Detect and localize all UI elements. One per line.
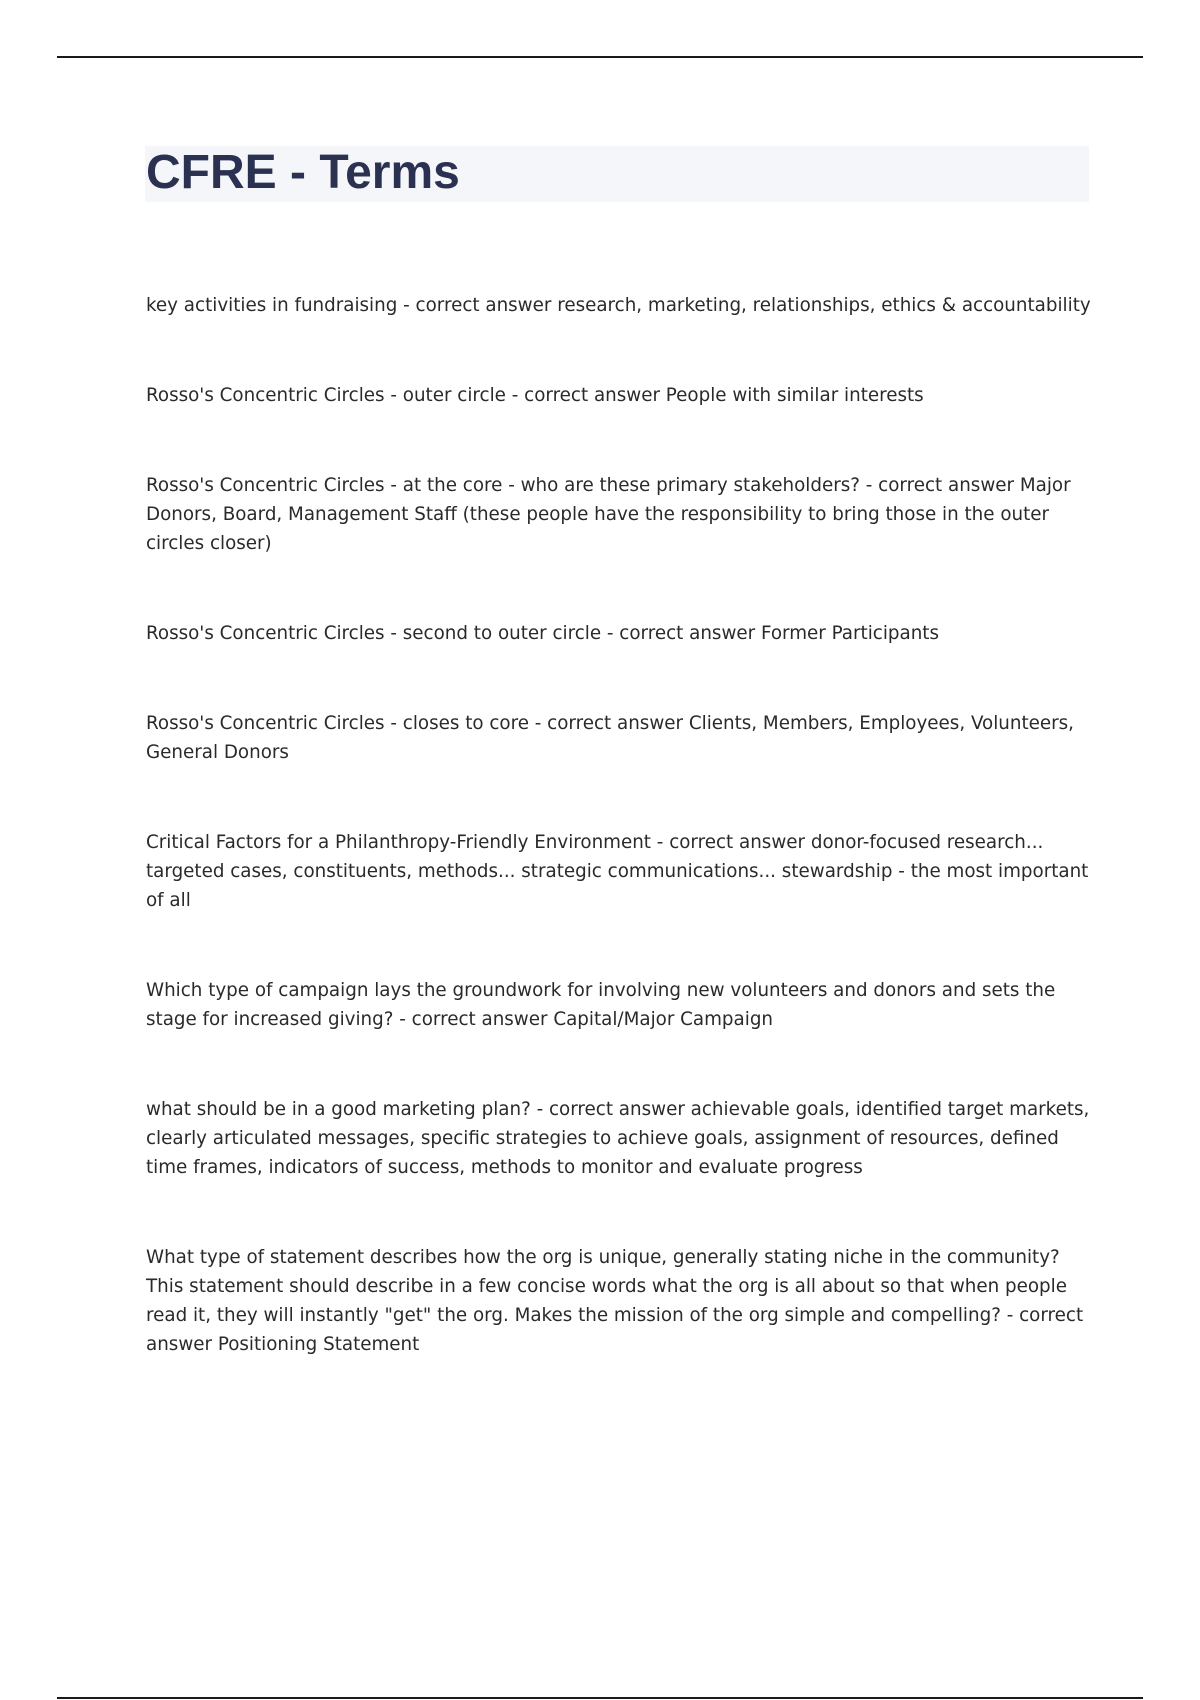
page-title: CFRE - Terms <box>146 146 460 199</box>
top-rule <box>57 56 1143 58</box>
term-list <box>146 291 1094 1420</box>
term-entry-7: Which type of campaign lays the groundwork for involving new volunteers and donors and sets the stage for increased giving? - correct answer Capital/Major Campaign <box>146 980 1056 1030</box>
bottom-rule <box>57 1697 1143 1699</box>
term-entry-2: Rosso's Concentric Circles - outer circle - correct answer People with similar interests <box>146 385 924 406</box>
term-entry-1: key activities in fundraising - correct answer research, marketing, relationships, ethics & accountability <box>146 295 1091 316</box>
term-entry-5: Rosso's Concentric Circles - closes to core - correct answer Clients, Members, Employees, Volunteers, General Donors <box>146 713 1074 763</box>
term-entry-8: what should be in a good marketing plan? - correct answer achievable goals, identified target markets, clearly articulated messages, specific strategies to achieve goals, assignment of resources, defined time frames, indicators of success, methods to monitor and evaluate progress <box>146 1099 1090 1178</box>
term-entry-6: Critical Factors for a Philanthropy-Friendly Environment - correct answer donor-focused research... targeted cases, constituents, methods... strategic communications... stewardship - the most important of all <box>146 832 1089 911</box>
term-entry-4: Rosso's Concentric Circles - second to outer circle - correct answer Former Participants <box>146 623 939 644</box>
term-entry-3: Rosso's Concentric Circles - at the core - who are these primary stakeholders? - correct answer Major Donors, Board, Management Staff (these people have the responsibility to bring those in the outer circles closer) <box>146 475 1071 554</box>
term-entry-9: What type of statement describes how the org is unique, generally stating niche in the community? This statement should describe in a few concise words what the org is all about so that when people read it, they will instantly "get" the org. Makes the mission of the org simple and compelling? - correct answer Positioning Statement <box>146 1247 1084 1355</box>
